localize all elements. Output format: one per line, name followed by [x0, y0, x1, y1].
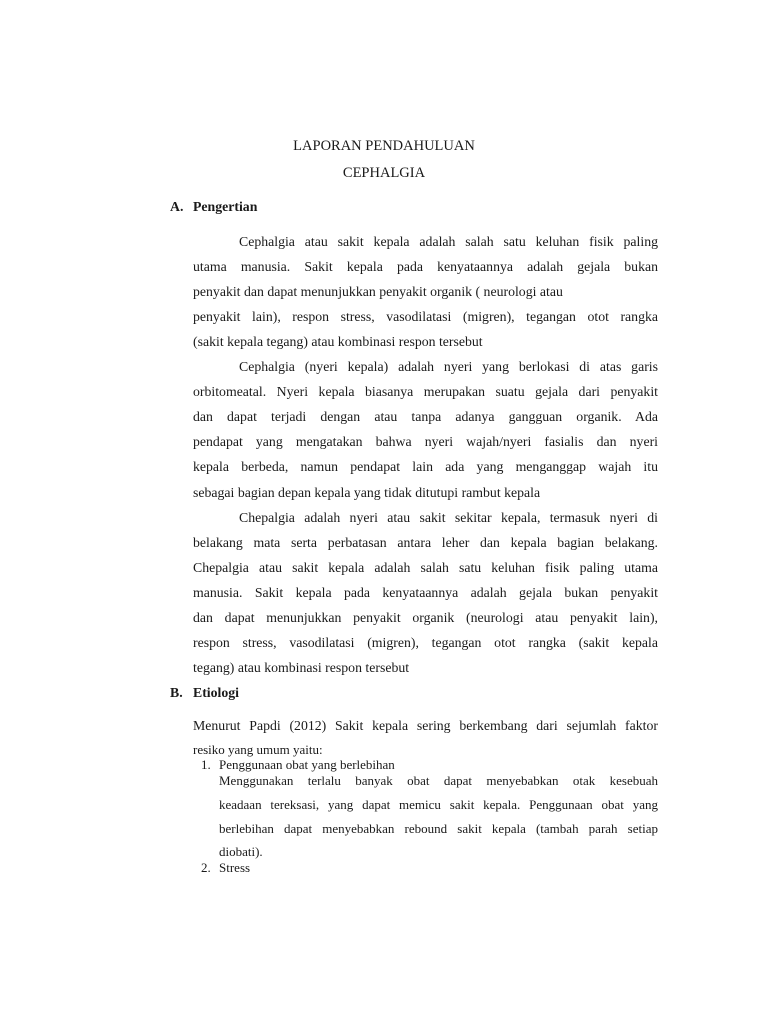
paragraph-line: (sakit kepala tegang) atau kombinasi respon tersebut [193, 334, 483, 349]
paragraph-line: dan dapat menunjukkan penyakit organik (neurologi atau penyakit lain), [193, 610, 658, 625]
page-title: LAPORAN PENDAHULUAN [293, 138, 475, 154]
list-item-line: Menggunakan terlalu banyak obat dapat menyebabkan otak kesebuah [219, 773, 658, 788]
paragraph-line: Cephalgia (nyeri kepala) adalah nyeri yang berlokasi di atas garis [239, 359, 658, 374]
paragraph-line: resiko yang umum yaitu: [193, 742, 323, 757]
page-subtitle: CEPHALGIA [342, 165, 426, 181]
paragraph-line: Chepalgia adalah nyeri atau sakit sekitar kepala, termasuk nyeri di [239, 510, 658, 525]
list-item-line: keadaan tereksasi, yang dapat memicu sakit kepala. Penggunaan obat yang [219, 797, 658, 812]
list-item-line: berlebihan dapat menyebabkan rebound sakit kepala (tambah parah setiap [219, 821, 658, 836]
list-item-number: 1. [201, 757, 211, 772]
list-item-label: Stress [219, 860, 251, 875]
paragraph-line: penyakit lain), respon stress, vasodilatasi (migren), tegangan otot rangka [193, 309, 658, 324]
list-item-number: 2. [201, 860, 211, 875]
paragraph-line: Chepalgia atau sakit kepala adalah salah satu keluhan fisik paling utama [193, 560, 658, 575]
paragraph-line: manusia. Sakit kepala pada kenyataannya adalah gejala bukan penyakit [193, 585, 658, 600]
list-item-line: diobati). [219, 844, 263, 859]
paragraph-line: kepala berbeda, namun pendapat lain ada yang menganggap wajah itu [193, 459, 658, 474]
paragraph-line: dan dapat terjadi dengan atau tanpa adanya gangguan organik. Ada [193, 409, 658, 424]
paragraph-line: respon stress, vasodilatasi (migren), tegangan otot rangka (sakit kepala [193, 635, 658, 650]
paragraph-line: tegang) atau kombinasi respon tersebut [193, 660, 410, 675]
paragraph-line: orbitomeatal. Nyeri kepala biasanya merupakan suatu gejala dari penyakit [193, 384, 658, 399]
list-item-label: Penggunaan obat yang berlebihan [219, 757, 395, 772]
paragraph-line: utama manusia. Sakit kepala pada kenyataannya adalah gejala bukan [193, 259, 658, 274]
paragraph-line: penyakit dan dapat menunjukkan penyakit organik ( neurologi atau [193, 284, 563, 299]
paragraph-line: Menurut Papdi (2012) Sakit kepala sering berkembang dari sejumlah faktor [193, 718, 658, 733]
paragraph-line: pendapat yang mengatakan bahwa nyeri wajah/nyeri fasialis dan nyeri [193, 434, 658, 449]
section-b-heading: Etiologi [193, 685, 239, 700]
paragraph-line: sebagai bagian depan kepala yang tidak ditutupi rambut kepala [193, 485, 541, 500]
paragraph-line: Cephalgia atau sakit kepala adalah salah satu keluhan fisik paling [239, 234, 658, 249]
section-a-heading: Pengertian [193, 199, 258, 214]
section-a-marker: A. [170, 199, 184, 214]
section-b-marker: B. [170, 685, 183, 700]
paragraph-line: belakang mata serta perbatasan antara leher dan kepala bagian belakang. [193, 535, 658, 550]
